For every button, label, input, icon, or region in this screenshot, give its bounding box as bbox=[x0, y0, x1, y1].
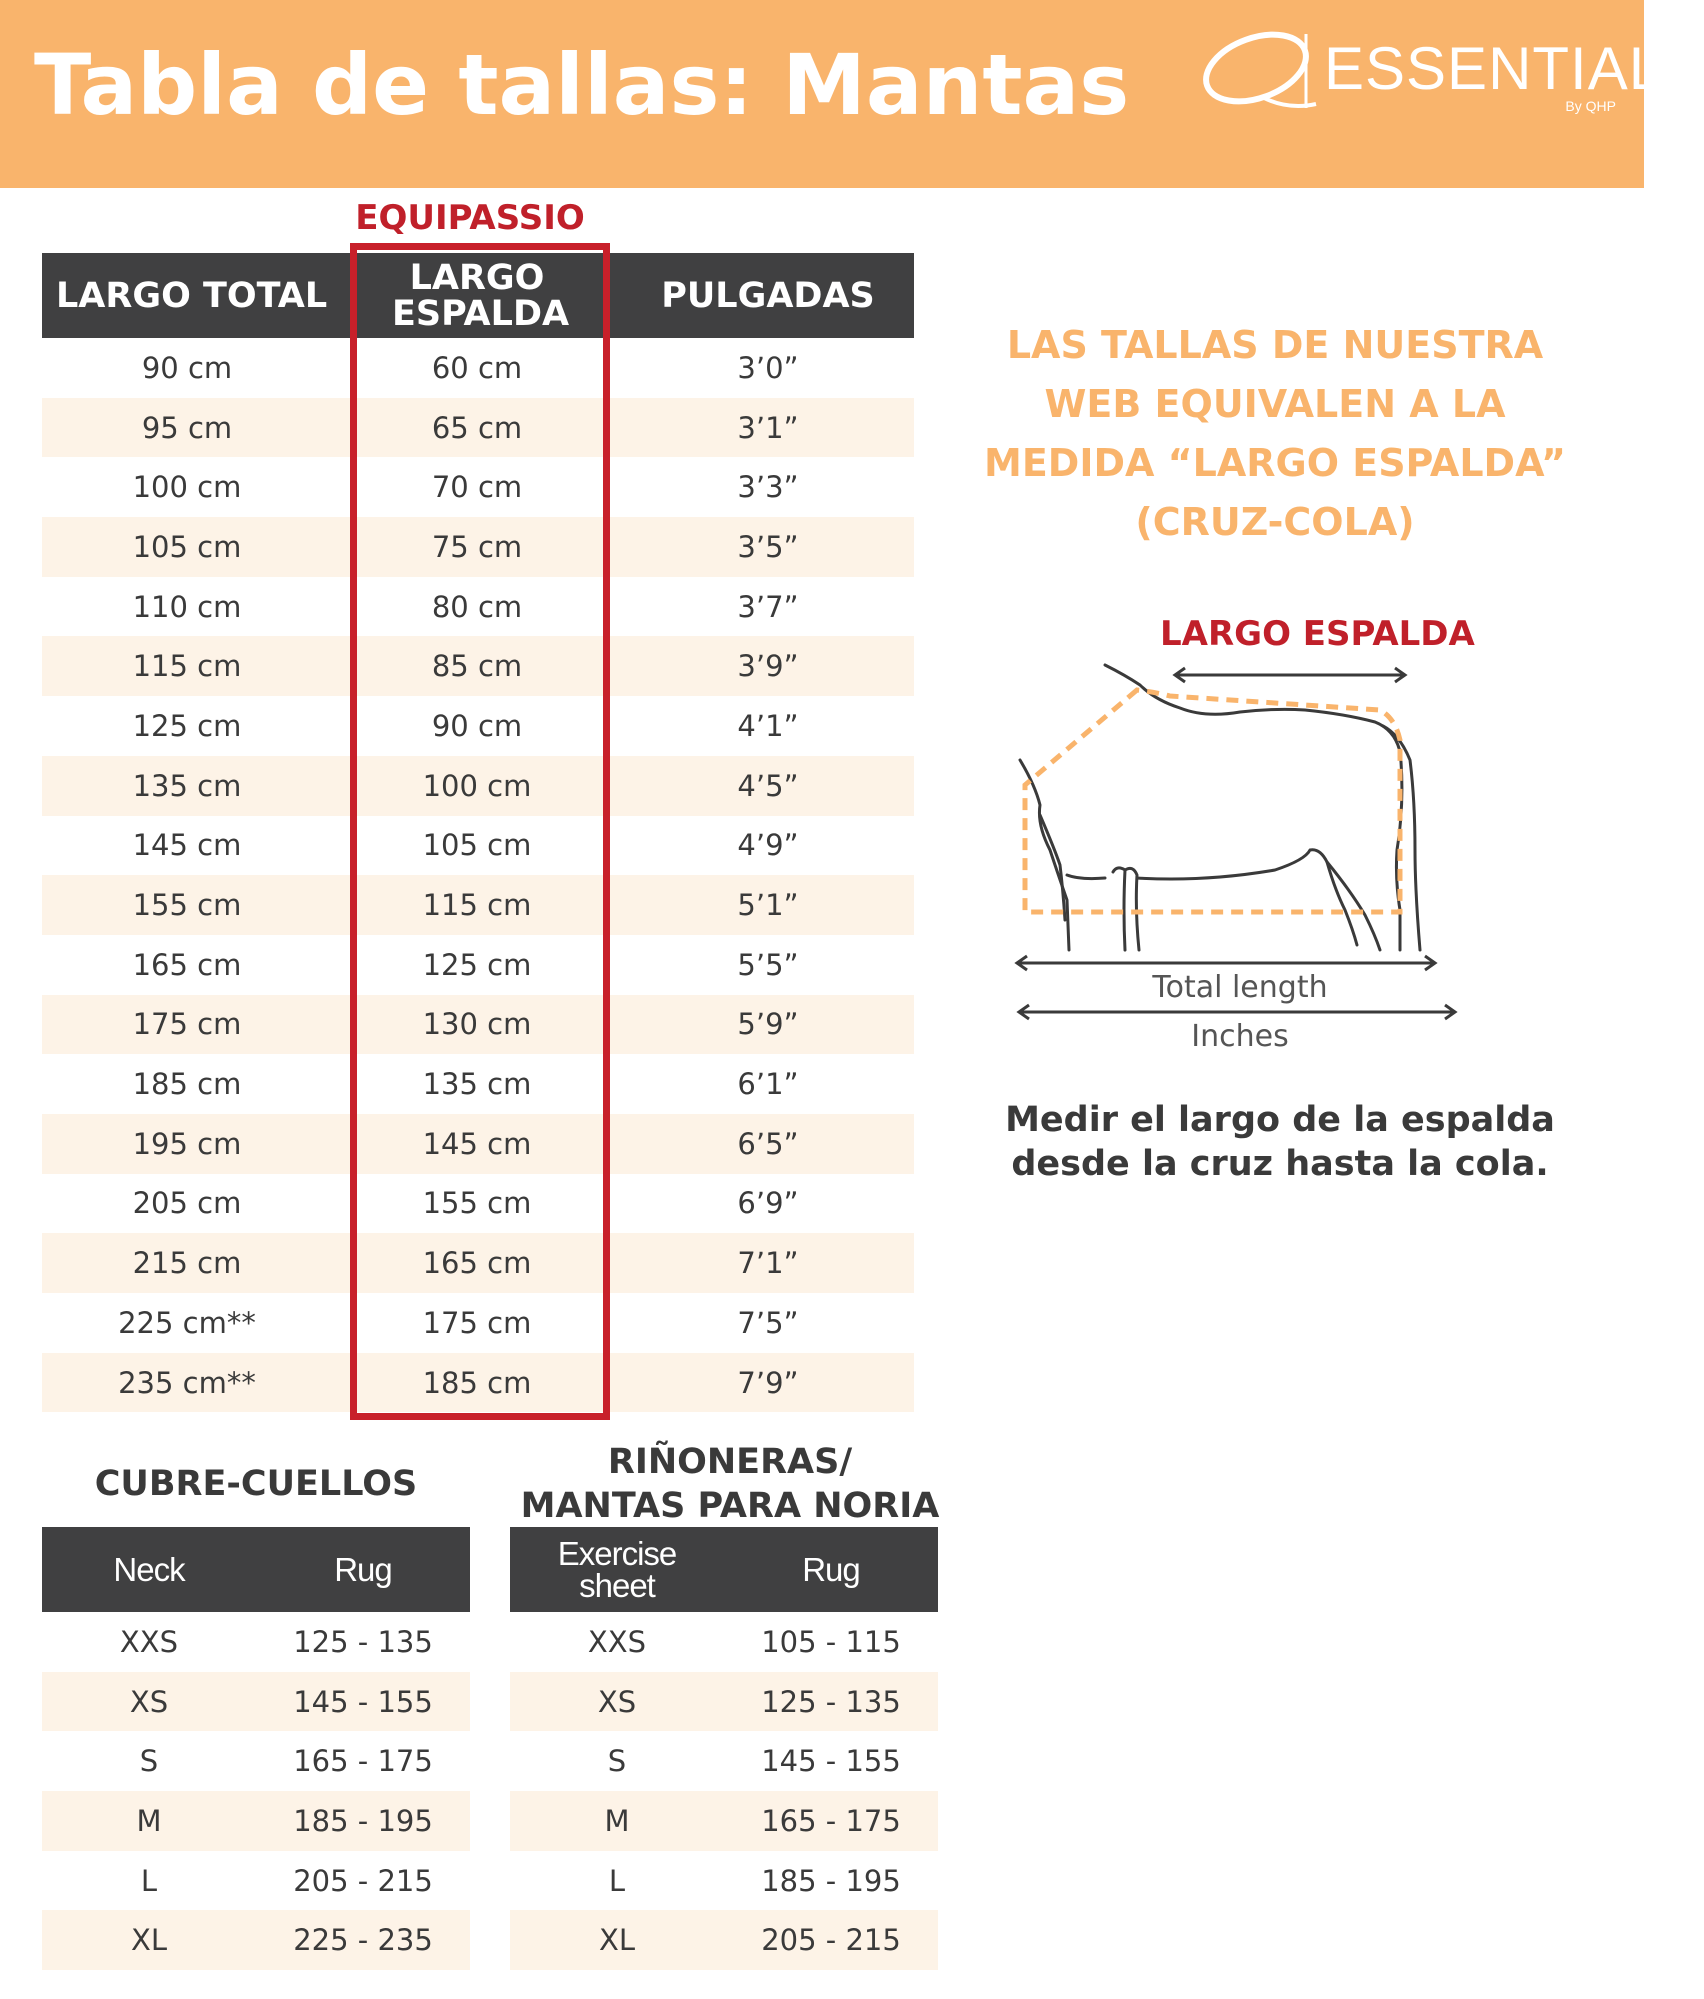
table-cell: 155 cm bbox=[422, 1186, 532, 1221]
info-line: (CRUZ-COLA) bbox=[1135, 500, 1415, 544]
header-neck: Neck bbox=[113, 1550, 185, 1588]
table-row bbox=[510, 1851, 938, 1911]
table-cell: 105 cm bbox=[422, 828, 532, 863]
brand-logo bbox=[1194, 28, 1704, 118]
table-cell: 115 cm bbox=[132, 649, 242, 684]
table-row bbox=[42, 1910, 470, 1970]
table-cell: 110 cm bbox=[132, 589, 242, 624]
table-cell: 135 cm bbox=[132, 768, 242, 803]
table-row bbox=[510, 1791, 938, 1851]
info-text bbox=[970, 316, 1580, 552]
exercise-table-title bbox=[500, 1440, 960, 1528]
header-exercise-sheet bbox=[510, 1527, 724, 1612]
table-row bbox=[42, 1612, 470, 1672]
horse-measure-diagram bbox=[1005, 650, 1505, 970]
table-cell: 5’1” bbox=[737, 888, 799, 923]
table-cell: XL bbox=[598, 1923, 636, 1958]
table-cell: 90 cm bbox=[431, 708, 523, 743]
table-cell: 165 - 175 bbox=[761, 1803, 901, 1838]
table-cell: 165 - 175 bbox=[293, 1744, 433, 1779]
table-cell: 225 - 235 bbox=[293, 1923, 433, 1958]
logo-subtitle: By QHP bbox=[1565, 98, 1616, 114]
table-row bbox=[42, 1731, 470, 1791]
table-cell: XS bbox=[597, 1684, 637, 1719]
table-cell: 235 cm** bbox=[118, 1365, 256, 1400]
header-banner bbox=[0, 0, 1704, 188]
table-cell: 60 cm bbox=[431, 350, 523, 385]
table-cell: 215 cm bbox=[132, 1246, 242, 1281]
diagram-largo-espalda-label: LARGO ESPALDA bbox=[1160, 614, 1475, 654]
table-cell: 185 cm bbox=[422, 1365, 532, 1400]
measure-note bbox=[990, 1098, 1570, 1186]
table-cell: 130 cm bbox=[422, 1007, 532, 1042]
table-cell: 185 - 195 bbox=[761, 1863, 901, 1898]
table-cell: 165 cm bbox=[132, 947, 242, 982]
equipassio-label: EQUIPASSIO bbox=[355, 198, 585, 238]
table-cell: 185 - 195 bbox=[293, 1803, 433, 1838]
table-cell: XXS bbox=[587, 1624, 647, 1659]
inches-label: Inches bbox=[1191, 1019, 1289, 1054]
table-cell: 195 cm bbox=[132, 1126, 242, 1161]
table-cell: 165 cm bbox=[422, 1246, 532, 1281]
exercise-title-line: MANTAS PARA NORIA bbox=[520, 1486, 940, 1526]
equipassio-highlight-frame bbox=[350, 243, 610, 1420]
table-cell: 225 cm** bbox=[118, 1305, 256, 1340]
note-line: Medir el largo de la espalda bbox=[1005, 1100, 1555, 1140]
inches-arrow-icon bbox=[1017, 1004, 1457, 1020]
table-cell: 205 - 215 bbox=[761, 1923, 901, 1958]
table-cell: M bbox=[604, 1803, 630, 1838]
table-cell: 100 cm bbox=[422, 768, 532, 803]
back-length-arrow-icon bbox=[1175, 668, 1405, 682]
table-body bbox=[42, 1612, 470, 1970]
table-cell: 115 cm bbox=[422, 888, 532, 923]
table-cell: XS bbox=[129, 1684, 169, 1719]
q-logo-icon bbox=[1194, 28, 1324, 118]
table-cell: S bbox=[607, 1744, 627, 1779]
table-cell: 3’5” bbox=[737, 529, 799, 564]
page-title: Tabla de tallas: Mantas bbox=[34, 36, 1130, 134]
table-cell: XL bbox=[130, 1923, 168, 1958]
table-header bbox=[510, 1527, 938, 1612]
table-cell: 145 cm bbox=[132, 828, 242, 863]
table-cell: 90 cm bbox=[141, 350, 233, 385]
table-cell: 3’0” bbox=[737, 350, 799, 385]
header-pulgadas: PULGADAS bbox=[661, 275, 875, 316]
table-cell: 65 cm bbox=[431, 410, 523, 445]
table-row bbox=[510, 1910, 938, 1970]
table-cell: 3’7” bbox=[737, 589, 799, 624]
table-cell: 185 cm bbox=[132, 1067, 242, 1102]
table-cell: 75 cm bbox=[431, 529, 523, 564]
table-cell: 7’5” bbox=[737, 1305, 799, 1340]
table-row bbox=[510, 1731, 938, 1791]
table-cell: 105 - 115 bbox=[761, 1624, 901, 1659]
total-length-label: Total length bbox=[1152, 970, 1328, 1005]
header-largo-espalda-text: LARGO ESPALDA bbox=[392, 257, 570, 334]
table-cell: 155 cm bbox=[132, 888, 242, 923]
table-cell: 3’3” bbox=[737, 470, 799, 505]
header-rug: Rug bbox=[802, 1550, 860, 1588]
table-cell: 3’9” bbox=[737, 649, 799, 684]
table-cell: 100 cm bbox=[132, 470, 242, 505]
table-cell: 145 - 155 bbox=[761, 1744, 901, 1779]
table-cell: 4’9” bbox=[737, 828, 799, 863]
table-cell: 7’9” bbox=[737, 1365, 799, 1400]
header-rug: Rug bbox=[334, 1550, 392, 1588]
table-cell: 125 cm bbox=[422, 947, 532, 982]
table-cell: 175 cm bbox=[422, 1305, 532, 1340]
table-cell: 4’1” bbox=[737, 708, 799, 743]
table-cell: 205 cm bbox=[132, 1186, 242, 1221]
table-cell: 6’1” bbox=[737, 1067, 799, 1102]
table-cell: 6’5” bbox=[737, 1126, 799, 1161]
table-body bbox=[510, 1612, 938, 1970]
table-cell: S bbox=[139, 1744, 159, 1779]
neck-size-table bbox=[42, 1527, 470, 1970]
table-cell: 125 - 135 bbox=[761, 1684, 901, 1719]
table-cell: 145 - 155 bbox=[293, 1684, 433, 1719]
table-row bbox=[42, 1791, 470, 1851]
table-cell: 205 - 215 bbox=[293, 1863, 433, 1898]
table-cell: 135 cm bbox=[422, 1067, 532, 1102]
table-row bbox=[42, 1672, 470, 1732]
table-cell: 175 cm bbox=[132, 1007, 242, 1042]
table-header bbox=[42, 1527, 470, 1612]
horse-outline-icon bbox=[1020, 665, 1420, 950]
table-cell: 3’1” bbox=[737, 410, 799, 445]
table-cell: 95 cm bbox=[141, 410, 233, 445]
table-cell: 85 cm bbox=[431, 649, 523, 684]
info-line: LAS TALLAS DE NUESTRA bbox=[1006, 323, 1544, 367]
info-line: MEDIDA “LARGO ESPALDA” bbox=[984, 441, 1566, 485]
table-cell: M bbox=[136, 1803, 162, 1838]
table-cell: L bbox=[140, 1863, 158, 1898]
table-row bbox=[42, 1851, 470, 1911]
table-cell: 5’5” bbox=[737, 947, 799, 982]
header-largo-total: LARGO TOTAL bbox=[56, 275, 328, 316]
table-cell: 125 - 135 bbox=[293, 1624, 433, 1659]
header-exercise-sheet-text: Exercise sheet bbox=[557, 1534, 677, 1604]
exercise-title-line: RIÑONERAS/ bbox=[607, 1442, 853, 1482]
info-line: WEB EQUIVALEN A LA bbox=[1044, 382, 1506, 426]
table-cell: 125 cm bbox=[132, 708, 242, 743]
table-cell: 145 cm bbox=[422, 1126, 532, 1161]
table-cell: 70 cm bbox=[431, 470, 523, 505]
note-line: desde la cruz hasta la cola. bbox=[1011, 1144, 1549, 1184]
exercise-size-table bbox=[510, 1527, 938, 1970]
neck-table-title: CUBRE-CUELLOS bbox=[94, 1464, 418, 1504]
table-cell: 6’9” bbox=[737, 1186, 799, 1221]
table-row bbox=[510, 1672, 938, 1732]
total-length-arrow-icon bbox=[1017, 956, 1435, 970]
logo-wordmark: ESSENTIALS bbox=[1324, 35, 1704, 102]
table-cell: 4’5” bbox=[737, 768, 799, 803]
table-cell: L bbox=[608, 1863, 626, 1898]
table-cell: 5’9” bbox=[737, 1007, 799, 1042]
table-cell: 105 cm bbox=[132, 529, 242, 564]
table-cell: 80 cm bbox=[431, 589, 523, 624]
table-cell: 7’1” bbox=[737, 1246, 799, 1281]
table-row bbox=[510, 1612, 938, 1672]
table-cell: XXS bbox=[119, 1624, 179, 1659]
